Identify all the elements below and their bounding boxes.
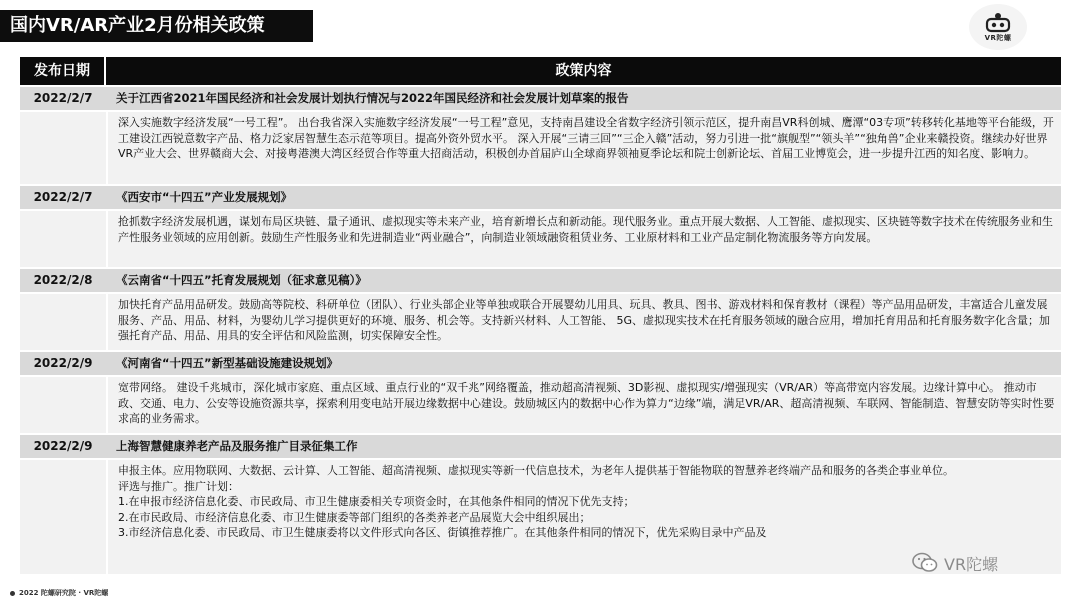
row-title: 《云南省“十四五”托育发展规划（征求意见稿）》 <box>116 273 367 287</box>
row-body <box>20 460 1061 574</box>
page-title: 国内VR/AR产业2月份相关政策 <box>0 10 313 42</box>
row-title: 上海智慧健康养老产品及服务推广目录征集工作 <box>116 439 358 453</box>
row-text: 抢抓数字经济发展机遇，谋划布局区块链、量子通讯、虚拟现实等未来产业，培育新增长点和新动能。现代服务业。重点开展大数据、人工智能、虚拟现实、区块链等数字技术在传统服务业和生产性服务业领域的应用创新。鼓励生产性服务业和先进制造业“两业融合”，向制造业领域融资租赁业务、工业原材料和工业产品定制化物流服务等方向发展。 <box>106 211 1061 267</box>
row-title: 关于江西省2021年国民经济和社会发展计划执行情况与2022年国民经济和社会发展计划草案的报告 <box>116 91 629 105</box>
row-date: 2022/2/7 <box>33 190 93 204</box>
policy-table <box>20 57 1061 574</box>
row-body <box>20 112 1061 184</box>
row-body <box>20 211 1061 267</box>
watermark-text: VR陀螺 <box>944 554 999 574</box>
row-date: 2022/2/8 <box>33 273 93 287</box>
table-row <box>20 435 1061 458</box>
table-header <box>20 57 1061 85</box>
vr-headset-icon <box>983 11 1013 35</box>
header-content: 政策内容 <box>555 63 612 79</box>
copyright-icon <box>10 591 15 596</box>
table-row <box>20 269 1061 292</box>
footer <box>10 588 108 598</box>
row-text: 加快托育产品用品研发。鼓励高等院校、科研单位（团队）、行业头部企业等单独或联合开展婴幼儿用具、玩具、教具、图书、游戏材料和保育教材（课程）等产品用品研发，丰富适合儿童发展服务、产品、用品、材料，为婴幼儿学习提供更好的环境、服务、机会等。支持新兴材料、人工智能、 5G、虚拟现实技术在托育服务领域的融合应用，增加托育用品和托育服务数字化含量；加强托育产品、用品、用具的安全评估和风险监测，切实保障安全性。 <box>106 294 1061 350</box>
brand-logo <box>969 4 1027 50</box>
logo-text: VR陀螺 <box>984 34 1012 42</box>
row-body <box>20 377 1061 433</box>
row-title: 《河南省“十四五”新型基础设施建设规划》 <box>116 356 339 370</box>
row-title: 《西安市“十四五”产业发展规划》 <box>116 190 293 204</box>
row-body <box>20 294 1061 350</box>
wechat-icon <box>912 552 938 574</box>
footer-text: 2022 陀螺研究院 · VR陀螺 <box>19 589 109 597</box>
watermark <box>912 546 1052 580</box>
row-text: 深入实施数字经济发展“一号工程”。 出台我省深入实施数字经济发展“一号工程”意见，支持南昌建设全省数字经济引领示范区，提升南昌VR科创城、鹰潭“03专项”转移转化基地等平台能级，开工建设江西锐意数字产品、格力泛家居智慧生态示范等项目。提高外资外贸水平。 深入开展“三请三回”“三企入赣”活动，努力引进一批“旗舰型”“领头羊”“独角兽”企业来赣投资。继续办好世界VR产业大会、世界赣商大会、对接粤港澳大湾区经贸合作等重大招商活动，积极创办首届庐山全球商界领袖夏季论坛和院士创新论坛、首届工业博览会，进一步提升江西的知名度、影响力。 <box>106 112 1061 184</box>
row-date: 2022/2/9 <box>33 356 93 370</box>
row-date: 2022/2/7 <box>33 91 93 105</box>
row-text: 宽带网络。 建设千兆城市，深化城市家庭、重点区域、重点行业的“双千兆”网络覆盖，推动超高清视频、3D影视、虚拟现实/增强现实（VR/AR）等高带宽内容发展。边缘计算中心。 推动市政、交通、电力、公安等设施资源共享，探索利用变电站开展边缘数据中心建设。鼓励城区内的数据中心作为算力“边缘”端，满足VR/AR、超高清视频、车联网、智能制造、智慧安防等实时性要求高的业务需求。 <box>106 377 1061 433</box>
row-text: 申报主体。应用物联网、大数据、云计算、人工智能、超高清视频、虚拟现实等新一代信息技术，为老年人提供基于智能物联的智慧养老终端产品和服务的各类企事业单位。 评选与推广。推广计划： 1.在申报市经济信息化委、市民政局、市卫生健康委相关专项资金时，在其他条件相同的情况下优先支持； 2.在市民政局、市经济信息化委、市卫生健康委等部门组织的各类养老产品展览大会中组织展出； 3.市经济信息化委、市民政局、市卫生健康委将以文件形式向各区、街镇推荐推广。在其他条件相同的情况下，优先采购目录中产品及 <box>106 460 1061 574</box>
row-date: 2022/2/9 <box>33 439 93 453</box>
header-date: 发布日期 <box>20 57 106 85</box>
table-row <box>20 186 1061 209</box>
table-row <box>20 87 1061 110</box>
table-row <box>20 352 1061 375</box>
